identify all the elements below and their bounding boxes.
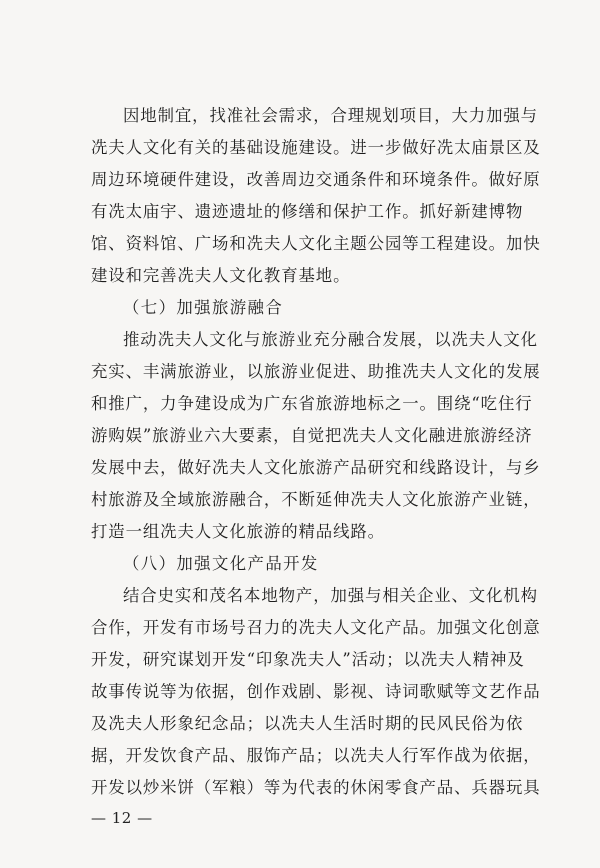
paragraph-line: 游购娱”旅游业六大要素，自觉把冼夫人文化融进旅游经济 — [91, 426, 533, 445]
paragraph-line: 建设和完善冼夫人文化教育基地。 — [91, 266, 351, 285]
paragraph-line: 打造一组冼夫人文化旅游的精品线路。 — [91, 522, 385, 541]
paragraph-line: 冼夫人文化有关的基础设施建设。进一步做好冼太庙景区及 — [91, 138, 541, 157]
paragraph-line: 据，开发饮食产品、服饰产品；以冼夫人行军作战为依据， — [91, 746, 541, 765]
paragraph-line: 故事传说等为依据，创作戏剧、影视、诗词歌赋等文艺作品 — [91, 682, 541, 701]
paragraph-line: 因地制宜，找准社会需求，合理规划项目，大力加强与 — [123, 106, 538, 125]
paragraph-line: 开发，研究谋划开发“印象冼夫人”活动；以冼夫人精神及 — [91, 650, 525, 669]
paragraph-line: 有冼太庙宇、遗迹遗址的修缮和保护工作。抓好新建博物 — [91, 202, 524, 221]
paragraph-line: 结合史实和茂名本地物产，加强与相关企业、文化机构 — [123, 586, 538, 605]
section-heading: （七）加强旅游融合 — [123, 298, 284, 317]
paragraph-line: 周边环境硬件建设，改善周边交通条件和环境条件。做好原 — [91, 170, 541, 189]
paragraph-line: 馆、资料馆、广场和冼夫人文化主题公园等工程建设。加快 — [91, 234, 541, 253]
paragraph-line: 发展中去，做好冼夫人文化旅游产品研究和线路设计，与乡 — [91, 458, 541, 477]
paragraph-line: 村旅游及全域旅游融合，不断延伸冼夫人文化旅游产业链， — [91, 490, 541, 509]
section-heading: （八）加强文化产品开发 — [123, 554, 319, 573]
paragraph-line: 和推广，力争建设成为广东省旅游地标之一。围绕“吃住行 — [91, 394, 533, 413]
paragraph-line: 及冼夫人形象纪念品；以冼夫人生活时期的民风民俗为依 — [91, 714, 524, 733]
paragraph-line: 充实、丰满旅游业，以旅游业促进、助推冼夫人文化的发展 — [91, 362, 541, 381]
paragraph-line: 推动冼夫人文化与旅游业充分融合发展，以冼夫人文化 — [123, 330, 538, 349]
paragraph-line: 合作，开发有市场号召力的冼夫人文化产品。加强文化创意 — [91, 618, 541, 637]
paragraph-line: 开发以炒米饼（军粮）等为代表的休闲零食产品、兵器玩具 — [91, 778, 541, 797]
page-number: — 12 — — [91, 809, 153, 827]
